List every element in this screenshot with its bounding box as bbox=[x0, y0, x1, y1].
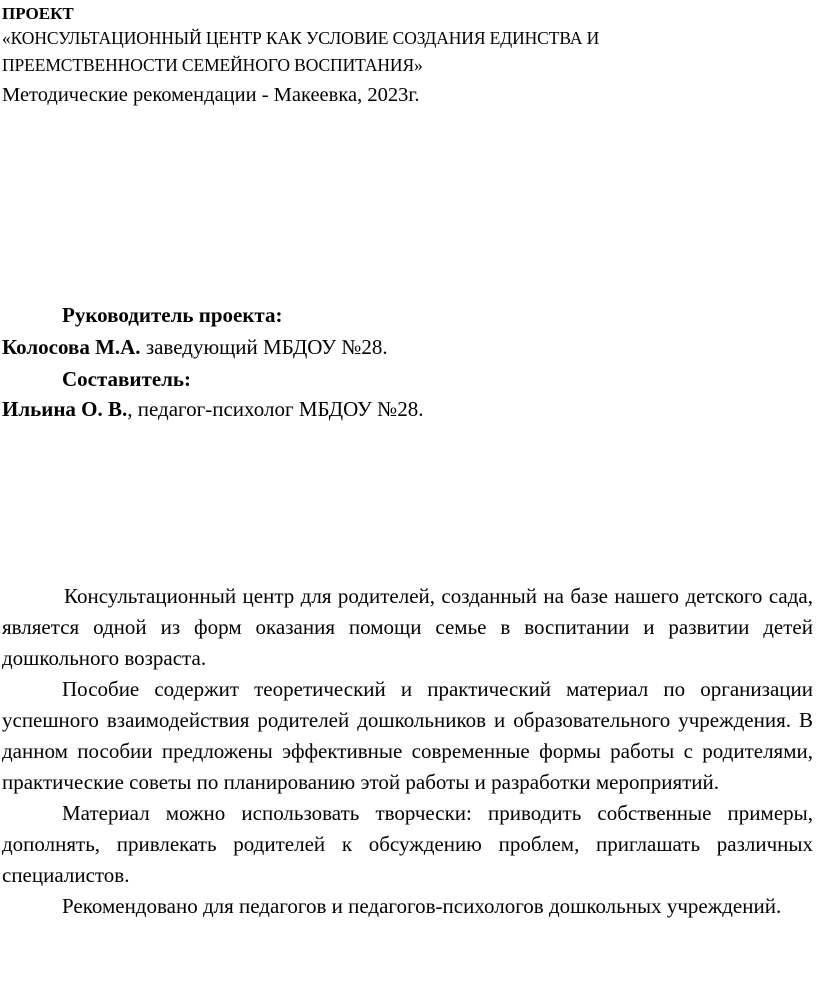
compiler-line bbox=[2, 397, 423, 422]
leader-line bbox=[2, 335, 388, 360]
leader-name: Колосова М.А. bbox=[2, 335, 141, 359]
document-title-line-2: ПРЕЕМСТВЕННОСТИ СЕМЕЙНОГО ВОСПИТАНИЯ» bbox=[2, 55, 423, 75]
compiler-role: , педагог-психолог МБДОУ №28. bbox=[127, 397, 424, 421]
leader-heading: Руководитель проекта: bbox=[62, 303, 283, 327]
document-label: ПРОЕКТ bbox=[2, 4, 74, 23]
compiler-heading: Составитель: bbox=[62, 367, 192, 391]
leader-role: заведующий МБДОУ №28. bbox=[140, 335, 388, 359]
body-text bbox=[2, 581, 813, 922]
paragraph-3: Материал можно использовать творчески: приводить собственные примеры, дополнять, привлекать родителей к обсуждению проблем, приглашать различных специалистов. bbox=[2, 801, 813, 887]
compiler-name: Ильина О. В. bbox=[2, 397, 128, 421]
paragraph-1: Консультационный центр для родителей, созданный на базе нашего детского сада, является одной из форм оказания помощи семье в воспитании и развитии детей дошкольного возраста. bbox=[2, 584, 813, 670]
document-subtitle: Методические рекомендации - Макеевка, 2023г. bbox=[2, 84, 420, 106]
paragraph-4: Рекомендовано для педагогов и педагогов-психологов дошкольных учреждений. bbox=[62, 894, 782, 918]
paragraph-2: Пособие содержит теоретический и практический материал по организации успешного взаимодействия родителей дошкольников и образовательного учреждения. В данном пособии предложены эффективные современные формы работы с родителями, практические советы по планированию этой работы и разработки мероприятий. bbox=[2, 677, 813, 794]
document-title-line-1: «КОНСУЛЬТАЦИОННЫЙ ЦЕНТР КАК УСЛОВИЕ СОЗДАНИЯ ЕДИНСТВА И bbox=[2, 28, 600, 48]
